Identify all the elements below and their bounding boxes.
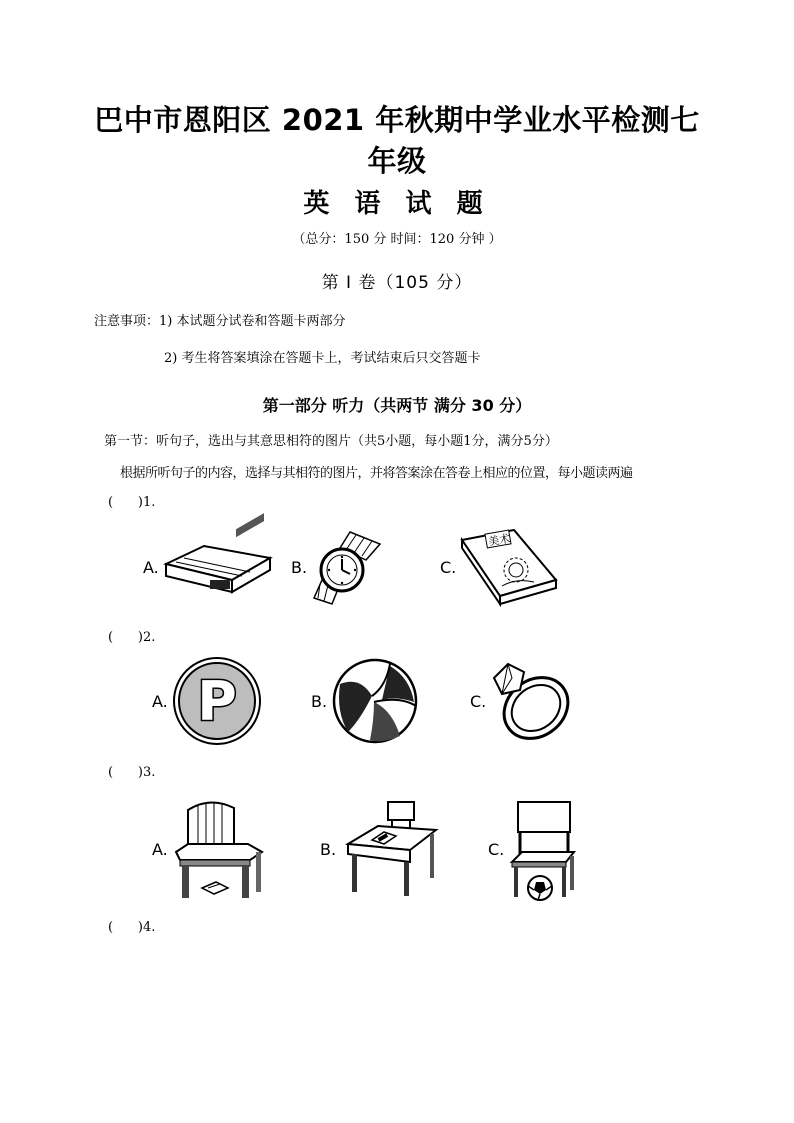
question-number-4: ( )4.	[108, 920, 156, 935]
exam-meta: （总分：150 分 时间：120 分钟 ）	[292, 232, 502, 247]
art-book-text: 美术	[487, 531, 512, 549]
chair-with-ball-icon	[508, 796, 580, 906]
notes-item2: 2) 考生将答案填涂在答题卡上，考试结束后只交答题卡	[164, 351, 481, 366]
desk-with-book-icon	[344, 796, 440, 902]
volume-title: 第 Ⅰ 卷（105 分）	[321, 273, 473, 293]
option-label-2a: A.	[152, 692, 168, 711]
question-number-2: ( )2.	[108, 630, 156, 645]
option-label-2b: B.	[311, 692, 328, 711]
parking-sign-text: P	[197, 670, 237, 733]
ring-icon	[488, 656, 578, 748]
section1-instruction: 根据所听句子的内容，选择与其相符的图片，并将答案涂在答卷上相应的位置，每小题读两遍	[120, 466, 633, 481]
art-book-icon	[458, 526, 562, 608]
question-number-3: ( )3.	[108, 765, 156, 780]
notes-line1	[94, 310, 346, 329]
exam-title-line2: 年级	[367, 144, 427, 178]
parking-sign-icon	[172, 656, 262, 746]
notes-item1: 1) 本试题分试卷和答题卡两部分	[159, 314, 346, 329]
option-label-1a: A.	[143, 558, 159, 577]
subject-title: 英 语 试 题	[303, 189, 491, 219]
option-label-3c: C.	[488, 840, 505, 859]
exam-title-line1: 巴中市恩阳区 2021 年秋期中学业水平检测七	[94, 103, 700, 137]
watch-icon	[310, 526, 388, 608]
option-label-1b: B.	[291, 558, 308, 577]
volleyball-icon	[330, 656, 420, 746]
part1-title: 第一部分 听力（共两节 满分 30 分）	[262, 396, 532, 415]
question-number-1: ( )1.	[108, 495, 156, 510]
chair-with-book-icon	[172, 796, 268, 902]
option-label-1c: C.	[440, 558, 457, 577]
option-label-2c: C.	[470, 692, 487, 711]
option-label-3a: A.	[152, 840, 168, 859]
section1-heading: 第一节：听句子，选出与其意思相符的图片（共5小题，每小题1分，满分5分）	[104, 434, 558, 449]
eraser-icon	[162, 540, 274, 596]
option-label-3b: B.	[320, 840, 337, 859]
notes-label: 注意事项：	[94, 314, 160, 329]
